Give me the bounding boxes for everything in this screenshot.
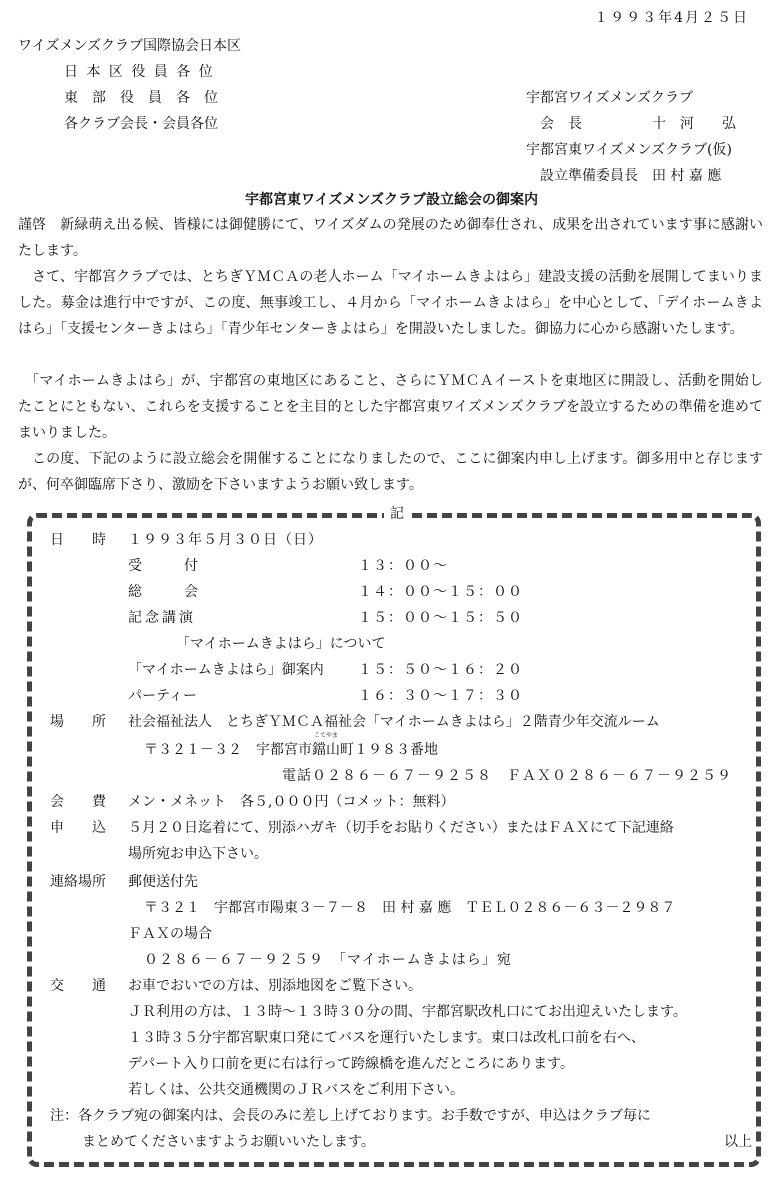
- lecture-topic: 「マイホームきよはら」について: [176, 636, 386, 652]
- body-paragraph: この度、下記のように設立総会を開催することになりましたので、ここに御案内申し上げます。御多用中と存じますが、何卒御臨席下さり、激励を下さいますようお願い致します。: [18, 451, 763, 493]
- body-paragraph: 謹啓 新緑萌え出る候、皆様には御健勝にて、ワイズダムの発展のため御奉仕され、成果を出されています事に感謝いたします。: [18, 217, 763, 259]
- recipient-line: 各クラブ会長・会員各位: [64, 116, 218, 132]
- body-paragraph: 「マイホームきよはら」が、宇都宮の東地区にあること、さらにＹＭＣＡイーストを東地区に開設し、活動を開始したことにともない、これらを支援することを主目的とした宇都宮東ワイズメンズクラブを設立するための準備を進めてまいりました。: [18, 373, 763, 441]
- transport-line: 若しくは、公共交通機関のＪＲバスをご利用下さい。: [128, 1082, 464, 1098]
- transport-line: １３時３５分宇都宮駅東口発にてバスを運行いたします。東口は改札口前を右へ、: [128, 1030, 645, 1046]
- venue-addr-kanji: 鐺山: [312, 742, 340, 758]
- transport-label: 交 通: [50, 978, 106, 994]
- document-title: 宇都宮東ワイズメンズクラブ設立総会の御案内: [244, 192, 539, 208]
- recipient-line: ワイズメンズクラブ国際協会日本区: [18, 38, 242, 54]
- venue-name: 社会福祉法人 とちぎＹＭＣＡ福祉会「マイホームきよはら」２階青少年交流ルーム: [128, 714, 660, 730]
- note-text: 注：各クラブ宛の御案内は、会長のみに差し上げております。お手数ですが、申込はクラブ毎に: [50, 1108, 651, 1124]
- recipient-line: 日 本 区 役 員 各 位: [64, 64, 215, 80]
- sender-line: 宇都宮ワイズメンズクラブ: [526, 90, 694, 106]
- schedule-time: １６：３０～１７：３０: [358, 688, 523, 704]
- transport-line: デパート入り口前を更に右は行って跨線橋を進んだところにあります。: [128, 1056, 575, 1072]
- sender-line: 設立準備委員長 田 村 嘉 應: [540, 168, 722, 184]
- sender-line: 宇都宮東ワイズメンズクラブ(仮): [526, 142, 732, 158]
- contact-text: 郵便送付先: [128, 874, 198, 890]
- apply-label: 申 込: [50, 820, 106, 836]
- schedule-item: 受 付: [128, 558, 198, 574]
- apply-text: ５月２０日迄着にて、別添ハガキ（切手をお貼りください）またはＦＡＸにて下記連絡: [128, 820, 674, 836]
- schedule-item: 総 会: [128, 584, 198, 600]
- transport-line: ＪＲ利用の方は、１３時～１３時３０分の間、宇都宮駅改札口にてお出迎えいたします。: [128, 1004, 687, 1020]
- schedule-item: 「マイホームきよはら」御案内: [128, 662, 324, 678]
- schedule-item: 記念講演: [128, 610, 196, 626]
- contact-label: 連絡場所: [50, 874, 106, 890]
- datetime-value: １９９３年５月３０日（日）: [128, 532, 323, 548]
- datetime-label: 日 時: [50, 532, 106, 548]
- schedule-time: １５：５０～１６：２０: [358, 662, 523, 678]
- sender-line: 会 長 十 河 弘: [540, 116, 736, 132]
- schedule-time: １３：００～: [358, 558, 448, 574]
- body-paragraph: さて、宇都宮クラブでは、とちぎＹＭＣＡの老人ホーム「マイホームきよはら」建設支援の活動を展開してまいりました。募金は進行中ですが、この度、無事竣工し、４月から「マイホームきよはら」を中心として、「デイホームきよはら」「支援センターきよはら」「青少年センターきよはら」を開設いたしました。御協力に心から感謝いたします。: [18, 269, 763, 337]
- transport-line: お車でおいでの方は、別添地図をご覧下さい。: [128, 978, 422, 994]
- fee-value: メン・メネット 各５,０００円（コメット：無料）: [128, 794, 455, 810]
- contact-text: ＦＡＸの場合: [128, 926, 212, 942]
- venue-label: 場 所: [50, 714, 106, 730]
- recipient-line: 東 部 役 員 各 位: [64, 90, 218, 106]
- ijo-label: 以上: [724, 1134, 752, 1150]
- venue-postal: 〒３２１－３２: [144, 742, 242, 758]
- schedule-time: １５：００～１５：５０: [358, 610, 523, 626]
- contact-fax: ０２８６－６７－９２５９ 「マイホームきよはら」宛: [144, 952, 512, 968]
- venue-addr-city: 宇都宮市: [256, 742, 312, 758]
- venue-ruby: こてやま: [314, 732, 339, 739]
- letter-date: １９９３年4月２５日: [594, 10, 749, 26]
- schedule-time: １４：００～１５：００: [358, 584, 523, 600]
- contact-address: 〒３２１ 宇都宮市陽東３－７－８ 田 村 嘉 應 ＴＥＬ０２８６－６３－２９８７: [144, 900, 676, 916]
- note-text: まとめてくださいますようお願いいたします。: [82, 1134, 375, 1150]
- ki-label: 記: [384, 504, 410, 524]
- venue-phone: 電話０２８６－６７－９２５８ ＦＡＸ０２８６－６７－９２５９: [282, 768, 732, 784]
- fee-label: 会 費: [50, 794, 106, 810]
- schedule-item: パーティー: [128, 688, 197, 704]
- venue-addr-town: 町１９８３番地: [340, 742, 438, 758]
- venue-address: [144, 732, 438, 760]
- apply-text: 場所宛お申込下さい。: [128, 846, 268, 862]
